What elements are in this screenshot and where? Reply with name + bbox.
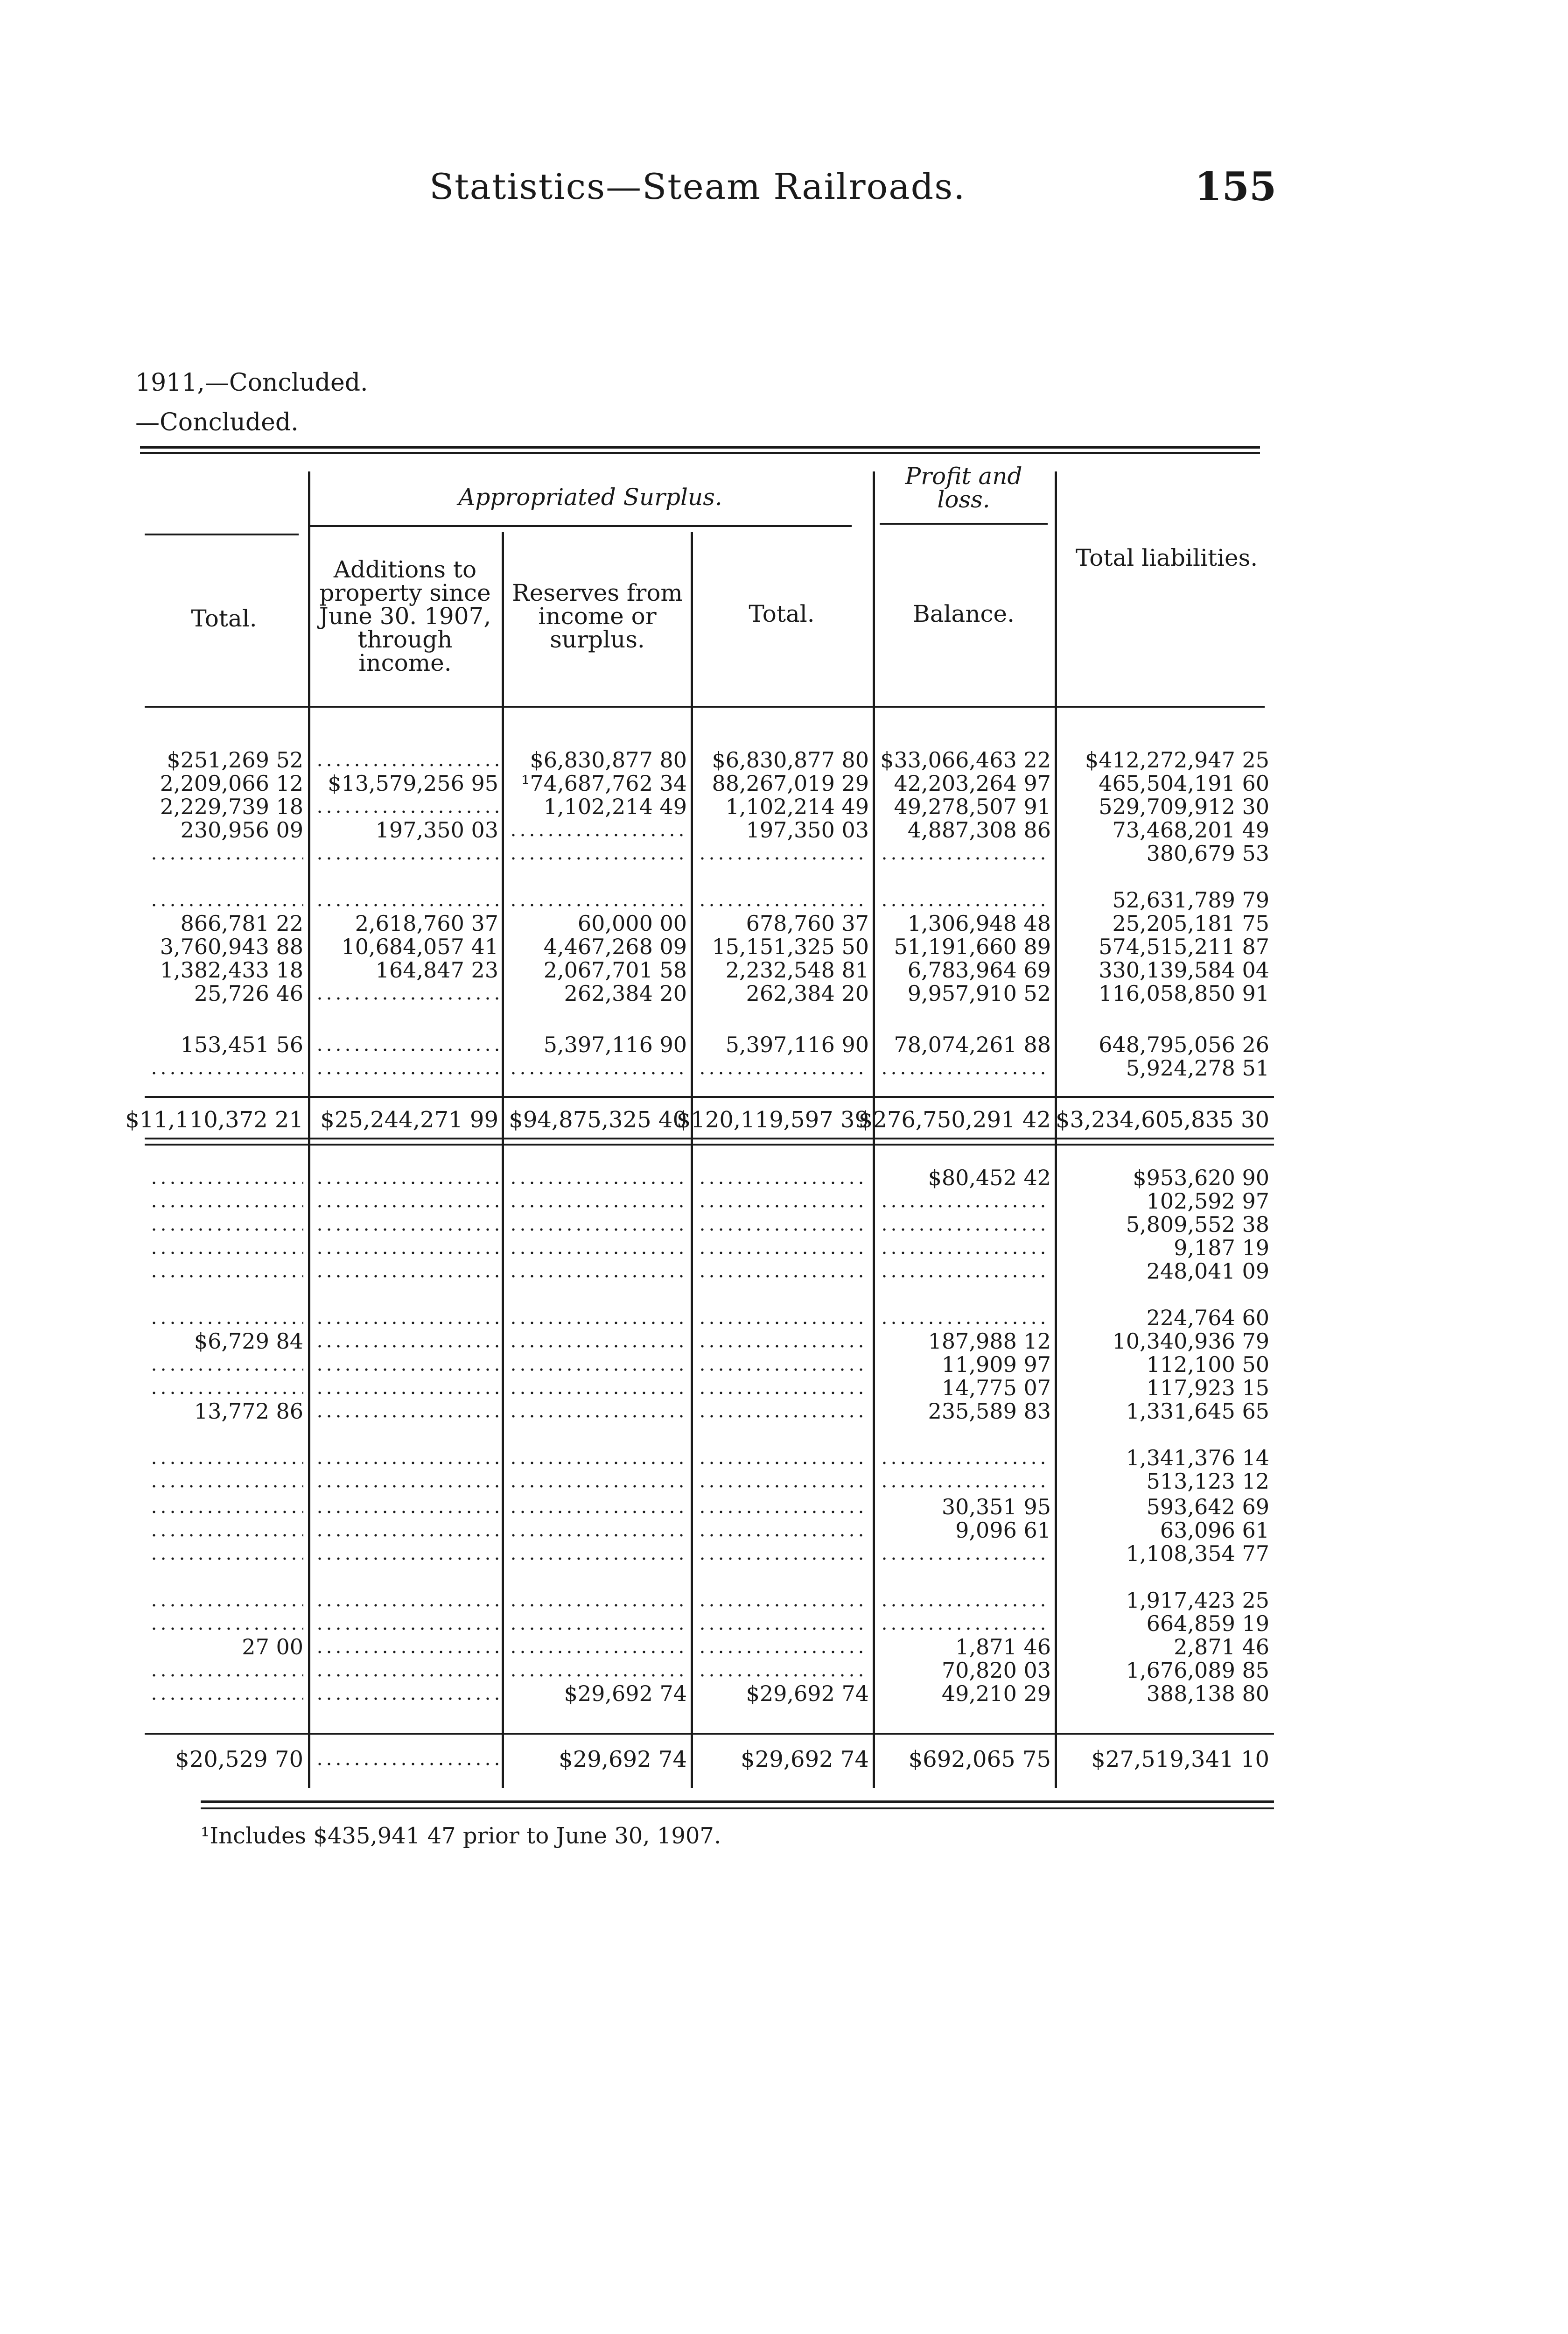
continued-label-year: 1911,—Concluded. [135,369,368,397]
leader-dots [149,1673,303,1677]
table-cell: 1,331,645 65 [1126,1399,1269,1424]
total-cell: $20,529 70 [175,1746,303,1772]
leader-dots [149,1321,303,1325]
leader-dots [509,1391,687,1395]
leader-dots [315,1762,498,1766]
table-cell: $13,579,256 95 [328,771,498,796]
leader-dots [698,857,869,860]
table-cell: 117,923 15 [1146,1375,1269,1400]
leader-dots [880,1484,1051,1488]
leader-dots [315,1321,498,1325]
table-cell: ¹74,687,762 34 [521,771,687,796]
header-bottom-rule [145,706,1265,708]
table-cell: 248,041 09 [1146,1258,1269,1284]
leader-dots [509,903,687,907]
footnote: ¹Includes $435,941 47 prior to June 30, 1907. [201,1823,721,1849]
leader-dots [149,1204,303,1208]
header-profit-and-loss: Profit and loss. [905,463,1022,513]
leader-dots [315,1461,498,1465]
total-cell: $276,750,291 42 [858,1107,1051,1133]
leader-dots [509,833,687,837]
top-rule-1 [140,446,1260,449]
leader-dots [509,1204,687,1208]
table-cell: 1,102,214 49 [725,794,869,819]
table-cell: 9,096 61 [955,1518,1051,1543]
table-cell: 380,679 53 [1146,841,1269,866]
leader-dots [880,903,1051,907]
table-cell: 73,468,201 49 [1112,817,1269,843]
table-cell: $29,692 74 [564,1681,687,1706]
table-cell: 116,058,850 91 [1099,981,1269,1006]
table-cell: 164,847 23 [375,957,498,983]
leader-dots [315,1368,498,1371]
table-cell: 235,589 83 [928,1399,1051,1424]
leader-dots [315,1251,498,1255]
table-cell: 678,760 37 [746,911,869,936]
leader-dots [509,1603,687,1607]
table-cell: 5,924,278 51 [1126,1055,1269,1081]
bottom-rule-1 [201,1800,1274,1803]
leader-dots [149,1461,303,1465]
leader-dots [315,1344,498,1348]
table-cell: $251,269 52 [167,747,303,773]
leader-dots [698,1510,869,1514]
table-cell: 529,709,912 30 [1099,794,1269,819]
page-title: Statistics—Steam Railroads. [429,166,966,207]
table-cell: 5,397,116 90 [725,1032,869,1057]
table-cell: 10,340,936 79 [1112,1329,1269,1354]
table-cell: 5,809,552 38 [1126,1212,1269,1237]
leader-dots [880,1274,1051,1278]
leader-dots [698,1557,869,1561]
leader-dots [149,1533,303,1537]
leader-dots [149,1071,303,1075]
table-cell: $412,272,947 25 [1085,747,1269,773]
total-cell: $29,692 74 [741,1746,869,1772]
leader-dots [698,1204,869,1208]
leader-dots [315,997,498,1000]
table-cell: 30,351 95 [941,1494,1051,1519]
leader-dots [698,1071,869,1075]
table-cell: 224,764 60 [1146,1305,1269,1330]
leader-dots [509,1274,687,1278]
leader-dots [698,1228,869,1231]
leader-dots [698,1251,869,1255]
table-cell: 49,278,507 91 [894,794,1051,819]
table-cell: 4,467,268 09 [543,934,687,959]
total-cell: $94,875,325 40 [509,1107,687,1133]
table-cell: 2,871 46 [1174,1634,1269,1659]
leader-dots [149,1368,303,1371]
leader-dots [315,1697,498,1701]
leader-dots [315,1228,498,1231]
leader-dots [880,1603,1051,1607]
col-divider-1 [308,471,310,1788]
total-cell: $25,244,271 99 [320,1107,498,1133]
table-cell: 1,676,089 85 [1126,1658,1269,1683]
table-cell: 25,205,181 75 [1112,911,1269,936]
table-cell: 1,108,354 77 [1126,1541,1269,1566]
leader-dots [880,1071,1051,1075]
table-cell: 78,074,261 88 [894,1032,1051,1057]
total-cell: $692,065 75 [908,1746,1051,1772]
leader-dots [315,1274,498,1278]
table-cell: 51,191,660 89 [894,934,1051,959]
total-cell: $27,519,341 10 [1091,1746,1269,1772]
top-rule-2 [140,452,1260,454]
header-additions-to-property: Additions to property since June 30. 1907, through income. [319,556,491,676]
table-cell: 1,102,214 49 [543,794,687,819]
table-cell: 1,871 46 [955,1634,1051,1659]
header-underline-group [310,525,852,527]
table-cell: $6,830,877 80 [530,747,687,773]
header-balance: Balance. [912,600,1015,627]
leader-dots [880,857,1051,860]
table-cell: 388,138 80 [1146,1681,1269,1706]
table-cell: 112,100 50 [1146,1352,1269,1377]
leader-dots [698,1391,869,1395]
leader-dots [698,1533,869,1537]
header-underline-profit [880,523,1048,525]
table-cell: 52,631,789 79 [1112,887,1269,913]
leader-dots [149,1181,303,1185]
table-cell: 197,350 03 [375,817,498,843]
leader-dots [315,857,498,860]
table-cell: 1,306,948 48 [907,911,1051,936]
totals1-bottom-rule-b [145,1144,1274,1146]
table-cell: 27 00 [242,1634,303,1659]
leader-dots [880,1251,1051,1255]
leader-dots [509,1510,687,1514]
leader-dots [698,1484,869,1488]
col-divider-3 [691,532,693,1788]
leader-dots [149,1697,303,1701]
table-cell: 465,504,191 60 [1099,771,1269,796]
leader-dots [149,1603,303,1607]
table-cell: 664,859 19 [1146,1611,1269,1636]
table-cell: 230,956 09 [180,817,303,843]
header-underline-1 [145,534,299,535]
totals2-top-rule [145,1733,1274,1735]
table-cell: 63,096 61 [1160,1518,1269,1543]
table-cell: 14,775 07 [941,1375,1051,1400]
table-cell: 1,341,376 14 [1126,1445,1269,1470]
leader-dots [149,1228,303,1231]
table-cell: 648,795,056 26 [1099,1032,1269,1057]
leader-dots [509,1627,687,1631]
table-cell: $33,066,463 22 [880,747,1051,773]
table-cell: 70,820 03 [941,1658,1051,1683]
leader-dots [149,1274,303,1278]
leader-dots [509,1251,687,1255]
leader-dots [315,1557,498,1561]
table-cell: 15,151,325 50 [712,934,869,959]
leader-dots [698,1181,869,1185]
leader-dots [880,1627,1051,1631]
leader-dots [509,1344,687,1348]
table-cell: 4,887,308 86 [907,817,1051,843]
table-cell: 2,232,548 81 [725,957,869,983]
leader-dots [315,1627,498,1631]
leader-dots [509,1321,687,1325]
table-cell: 1,917,423 25 [1126,1588,1269,1613]
col-divider-2 [502,532,504,1788]
leader-dots [509,1228,687,1231]
header-appropriated-surplus: Appropriated Surplus. [458,484,722,511]
table-cell: 9,957,910 52 [907,981,1051,1006]
leader-dots [149,1484,303,1488]
table-cell: $29,692 74 [746,1681,869,1706]
header-total-liabilities: Total liabilities. [1075,544,1258,571]
total-cell: $29,692 74 [559,1746,687,1772]
table-cell: 49,210 29 [941,1681,1051,1706]
table-cell: 2,209,066 12 [160,771,303,796]
leader-dots [698,1603,869,1607]
leader-dots [509,1368,687,1371]
leader-dots [509,1461,687,1465]
leader-dots [315,1181,498,1185]
leader-dots [509,1484,687,1488]
leader-dots [149,1510,303,1514]
table-cell: 25,726 46 [194,981,303,1006]
leader-dots [880,1228,1051,1231]
leader-dots [149,857,303,860]
table-cell: $6,729 84 [194,1329,303,1354]
table-cell: 11,909 97 [941,1352,1051,1377]
table-cell: $6,830,877 80 [712,747,869,773]
table-cell: 2,618,760 37 [355,911,498,936]
leader-dots [509,1650,687,1654]
page-number: 155 [1195,163,1277,210]
leader-dots [315,1414,498,1418]
totals1-bottom-rule-a [145,1138,1274,1139]
table-cell: 1,382,433 18 [160,957,303,983]
leader-dots [315,1533,498,1537]
leader-dots [509,1673,687,1677]
leader-dots [149,1627,303,1631]
leader-dots [509,1181,687,1185]
table-cell: 197,350 03 [746,817,869,843]
leader-dots [698,1627,869,1631]
table-cell: 9,187 19 [1174,1235,1269,1260]
total-cell: $3,234,605,835 30 [1055,1107,1269,1133]
leader-dots [149,1391,303,1395]
table-cell: 330,139,584 04 [1099,957,1269,983]
bottom-rule-2 [201,1807,1274,1809]
table-cell: 574,515,211 87 [1099,934,1269,959]
leader-dots [880,1321,1051,1325]
leader-dots [315,763,498,767]
leader-dots [698,1274,869,1278]
table-cell: 3,760,943 88 [160,934,303,959]
header-total-2: Total. [749,600,815,627]
leader-dots [315,1603,498,1607]
leader-dots [315,1204,498,1208]
table-cell: 10,684,057 41 [341,934,498,959]
leader-dots [698,903,869,907]
leader-dots [880,1204,1051,1208]
table-cell: $80,452 42 [928,1165,1051,1190]
table-cell: 60,000 00 [577,911,687,936]
leader-dots [698,1461,869,1465]
table-cell: 5,397,116 90 [543,1032,687,1057]
leader-dots [315,1484,498,1488]
leader-dots [698,1414,869,1418]
leader-dots [315,1391,498,1395]
leader-dots [509,1414,687,1418]
leader-dots [315,1673,498,1677]
leader-dots [509,1557,687,1561]
table-cell: 102,592 97 [1146,1188,1269,1214]
table-cell: 153,451 56 [180,1032,303,1057]
leader-dots [315,1510,498,1514]
leader-dots [880,1461,1051,1465]
leader-dots [698,1673,869,1677]
leader-dots [698,1368,869,1371]
leader-dots [509,1071,687,1075]
total-cell: $11,110,372 21 [125,1107,303,1133]
leader-dots [698,1650,869,1654]
leader-dots [698,1321,869,1325]
leader-dots [698,1344,869,1348]
leader-dots [315,1048,498,1052]
totals1-top-rule [145,1096,1274,1098]
table-cell: 262,384 20 [746,981,869,1006]
leader-dots [149,903,303,907]
table-cell: $953,620 90 [1133,1165,1269,1190]
table-cell: 6,783,964 69 [907,957,1051,983]
leader-dots [315,810,498,814]
table-cell: 88,267,019 29 [712,771,869,796]
total-cell: $120,119,597 39 [676,1107,869,1133]
leader-dots [509,1533,687,1537]
table-cell: 42,203,264 97 [894,771,1051,796]
table-cell: 187,988 12 [928,1329,1051,1354]
leader-dots [315,1071,498,1075]
header-total-1: Total. [191,605,257,632]
leader-dots [315,1650,498,1654]
leader-dots [315,903,498,907]
leader-dots [149,1251,303,1255]
leader-dots [509,857,687,860]
table-cell: 2,067,701 58 [543,957,687,983]
table-cell: 2,229,739 18 [160,794,303,819]
leader-dots [149,1557,303,1561]
table-cell: 513,123 12 [1146,1469,1269,1494]
table-cell: 593,642 69 [1146,1494,1269,1519]
table-cell: 262,384 20 [564,981,687,1006]
leader-dots [880,1557,1051,1561]
header-reserves: Reserves from income or surplus. [512,579,683,653]
table-cell: 13,772 86 [194,1399,303,1424]
continued-label: —Concluded. [135,408,299,436]
table-cell: 866,781 22 [180,911,303,936]
